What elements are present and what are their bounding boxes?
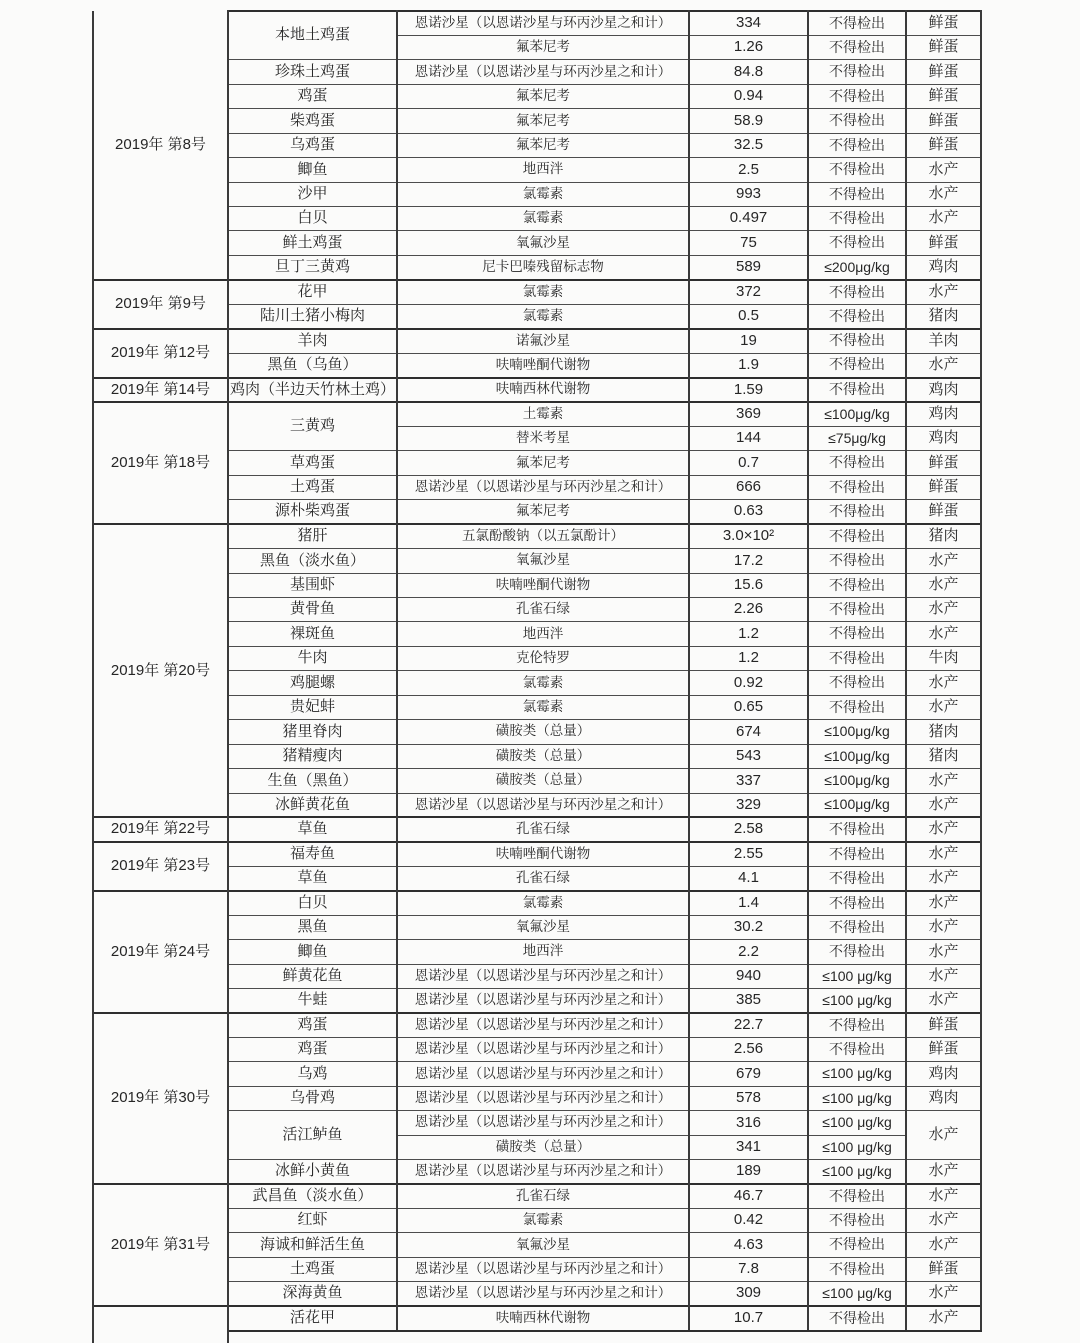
category-cell: 水产 — [906, 207, 981, 231]
product-cell: 牛蛙 — [228, 989, 397, 1013]
item-cell: 氟苯尼考 — [397, 133, 689, 157]
category-cell: 水产 — [906, 1208, 981, 1232]
limit-cell: 不得检出 — [808, 817, 906, 841]
limit-cell: 不得检出 — [808, 158, 906, 182]
table-row — [93, 329, 981, 353]
product-cell: 生鱼（黑鱼） — [228, 769, 397, 793]
category-cell: 水产 — [906, 1233, 981, 1257]
item-cell: 磺胺类（总量） — [397, 769, 689, 793]
value-cell: 2.55 — [689, 842, 808, 866]
product-cell: 黑鱼（乌鱼） — [228, 353, 397, 377]
category-cell: 鲜蛋 — [906, 1037, 981, 1061]
limit-cell: 不得检出 — [808, 622, 906, 646]
limit-cell: 不得检出 — [808, 598, 906, 622]
limit-cell: ≤100 μg/kg — [808, 989, 906, 1013]
limit-cell: 不得检出 — [808, 695, 906, 719]
category-cell: 水产 — [906, 891, 981, 915]
limit-cell: 不得检出 — [808, 1037, 906, 1061]
item-cell: 恩诺沙星（以恩诺沙星与环丙沙星之和计） — [397, 793, 689, 817]
category-cell: 水产 — [906, 989, 981, 1013]
limit-cell: ≤100μg/kg — [808, 793, 906, 817]
limit-cell: 不得检出 — [808, 451, 906, 475]
limit-cell: 不得检出 — [808, 231, 906, 255]
product-cell: 基围虾 — [228, 573, 397, 597]
value-cell: 674 — [689, 720, 808, 744]
product-cell: 裸斑鱼 — [228, 622, 397, 646]
product-cell: 牛肉 — [228, 646, 397, 670]
value-cell: 10.7 — [689, 1306, 808, 1330]
value-cell: 19 — [689, 329, 808, 353]
item-cell: 呋喃西林代谢物 — [397, 378, 689, 402]
value-cell: 4.1 — [689, 866, 808, 890]
item-cell: 五氯酚酸钠（以五氯酚计） — [397, 524, 689, 548]
page-cut-cell — [228, 1331, 397, 1343]
category-cell: 水产 — [906, 182, 981, 206]
limit-cell: 不得检出 — [808, 133, 906, 157]
category-cell: 羊肉 — [906, 329, 981, 353]
value-cell: 30.2 — [689, 915, 808, 939]
table-row — [93, 1184, 981, 1208]
item-cell: 呋喃唑酮代谢物 — [397, 573, 689, 597]
item-cell: 氟苯尼考 — [397, 451, 689, 475]
category-cell: 鸡肉 — [906, 426, 981, 450]
item-cell: 氯霉素 — [397, 280, 689, 304]
category-cell: 水产 — [906, 793, 981, 817]
product-cell: 鲫鱼 — [228, 158, 397, 182]
batch-cell: 2019年 第20号 — [93, 524, 228, 817]
item-cell: 恩诺沙星（以恩诺沙星与环丙沙星之和计） — [397, 475, 689, 499]
category-cell: 水产 — [906, 842, 981, 866]
product-cell: 本地土鸡蛋 — [228, 11, 397, 60]
table-row — [93, 891, 981, 915]
item-cell: 土霉素 — [397, 402, 689, 426]
limit-cell: 不得检出 — [808, 378, 906, 402]
batch-cell: 2019年 第30号 — [93, 1013, 228, 1184]
limit-cell: ≤100μg/kg — [808, 402, 906, 426]
product-cell: 沙甲 — [228, 182, 397, 206]
table-row — [93, 11, 981, 35]
page-cut-cell — [906, 1331, 981, 1343]
batch-cell: 2019年 第14号 — [93, 378, 228, 402]
limit-cell: 不得检出 — [808, 1184, 906, 1208]
limit-cell: 不得检出 — [808, 671, 906, 695]
value-cell: 3.0×10² — [689, 524, 808, 548]
category-cell: 水产 — [906, 817, 981, 841]
item-cell: 氟苯尼考 — [397, 109, 689, 133]
table-row — [93, 842, 981, 866]
product-cell: 鸡蛋 — [228, 1013, 397, 1037]
item-cell: 恩诺沙星（以恩诺沙星与环丙沙星之和计） — [397, 989, 689, 1013]
table-row — [93, 524, 981, 548]
item-cell: 氯霉素 — [397, 671, 689, 695]
limit-cell: 不得检出 — [808, 842, 906, 866]
value-cell: 341 — [689, 1135, 808, 1159]
value-cell: 0.92 — [689, 671, 808, 695]
item-cell: 诺氟沙星 — [397, 329, 689, 353]
category-cell: 水产 — [906, 1111, 981, 1160]
product-cell: 乌鸡蛋 — [228, 133, 397, 157]
product-cell: 黄骨鱼 — [228, 598, 397, 622]
value-cell: 940 — [689, 964, 808, 988]
limit-cell: ≤75μg/kg — [808, 426, 906, 450]
category-cell: 水产 — [906, 671, 981, 695]
product-cell: 三黄鸡 — [228, 402, 397, 451]
item-cell: 地西泮 — [397, 940, 689, 964]
value-cell: 7.8 — [689, 1257, 808, 1281]
value-cell: 1.2 — [689, 622, 808, 646]
item-cell: 氯霉素 — [397, 304, 689, 328]
product-cell: 白贝 — [228, 891, 397, 915]
product-cell: 鸡肉（半边天竹林土鸡） — [228, 378, 397, 402]
product-cell: 红虾 — [228, 1208, 397, 1232]
product-cell: 冰鲜小黄鱼 — [228, 1160, 397, 1184]
product-cell: 旦丁三黄鸡 — [228, 255, 397, 279]
product-cell: 鲜土鸡蛋 — [228, 231, 397, 255]
value-cell: 1.4 — [689, 891, 808, 915]
item-cell: 恩诺沙星（以恩诺沙星与环丙沙星之和计） — [397, 1257, 689, 1281]
item-cell: 恩诺沙星（以恩诺沙星与环丙沙星之和计） — [397, 1062, 689, 1086]
item-cell: 地西泮 — [397, 622, 689, 646]
limit-cell: ≤100 μg/kg — [808, 1160, 906, 1184]
product-cell: 鸡腿螺 — [228, 671, 397, 695]
category-cell: 水产 — [906, 573, 981, 597]
item-cell: 孔雀石绿 — [397, 598, 689, 622]
category-cell: 鸡肉 — [906, 1086, 981, 1110]
product-cell: 草鱼 — [228, 866, 397, 890]
category-cell: 水产 — [906, 622, 981, 646]
product-cell: 源朴柴鸡蛋 — [228, 500, 397, 524]
product-cell: 猪肝 — [228, 524, 397, 548]
item-cell: 氧氟沙星 — [397, 1233, 689, 1257]
value-cell: 666 — [689, 475, 808, 499]
limit-cell: 不得检出 — [808, 646, 906, 670]
value-cell: 337 — [689, 769, 808, 793]
table-row — [93, 378, 981, 402]
limit-cell: ≤100 μg/kg — [808, 1086, 906, 1110]
category-cell: 鲜蛋 — [906, 133, 981, 157]
product-cell: 陆川土猪小梅肉 — [228, 304, 397, 328]
value-cell: 32.5 — [689, 133, 808, 157]
limit-cell: 不得检出 — [808, 500, 906, 524]
item-cell: 呋喃唑酮代谢物 — [397, 353, 689, 377]
limit-cell: 不得检出 — [808, 60, 906, 84]
limit-cell: 不得检出 — [808, 329, 906, 353]
batch-cell: 2019年 第8号 — [93, 11, 228, 280]
limit-cell: 不得检出 — [808, 915, 906, 939]
category-cell: 水产 — [906, 915, 981, 939]
value-cell: 4.63 — [689, 1233, 808, 1257]
table-row — [93, 817, 981, 841]
limit-cell: 不得检出 — [808, 109, 906, 133]
limit-cell: ≤100 μg/kg — [808, 1135, 906, 1159]
product-cell: 草鸡蛋 — [228, 451, 397, 475]
product-cell: 白贝 — [228, 207, 397, 231]
limit-cell: 不得检出 — [808, 84, 906, 108]
limit-cell: ≤200μg/kg — [808, 255, 906, 279]
item-cell: 孔雀石绿 — [397, 1184, 689, 1208]
limit-cell: ≤100 μg/kg — [808, 1282, 906, 1306]
value-cell: 58.9 — [689, 109, 808, 133]
category-cell: 鲜蛋 — [906, 231, 981, 255]
limit-cell: 不得检出 — [808, 475, 906, 499]
category-cell: 水产 — [906, 1184, 981, 1208]
value-cell: 144 — [689, 426, 808, 450]
limit-cell: 不得检出 — [808, 304, 906, 328]
category-cell: 鲜蛋 — [906, 11, 981, 35]
table-row — [93, 280, 981, 304]
product-cell: 草鱼 — [228, 817, 397, 841]
value-cell: 543 — [689, 744, 808, 768]
category-cell: 鸡肉 — [906, 402, 981, 426]
limit-cell: 不得检出 — [808, 1233, 906, 1257]
item-cell: 恩诺沙星（以恩诺沙星与环丙沙星之和计） — [397, 11, 689, 35]
category-cell: 猪肉 — [906, 304, 981, 328]
product-cell: 鲫鱼 — [228, 940, 397, 964]
item-cell: 地西泮 — [397, 158, 689, 182]
results-table — [92, 10, 982, 1343]
product-cell: 柴鸡蛋 — [228, 109, 397, 133]
product-cell: 羊肉 — [228, 329, 397, 353]
limit-cell: 不得检出 — [808, 549, 906, 573]
limit-cell: ≤100 μg/kg — [808, 1062, 906, 1086]
value-cell: 0.65 — [689, 695, 808, 719]
limit-cell: 不得检出 — [808, 182, 906, 206]
item-cell: 孔雀石绿 — [397, 866, 689, 890]
value-cell: 309 — [689, 1282, 808, 1306]
category-cell: 鲜蛋 — [906, 60, 981, 84]
value-cell: 329 — [689, 793, 808, 817]
product-cell: 鸡蛋 — [228, 1037, 397, 1061]
item-cell: 恩诺沙星（以恩诺沙星与环丙沙星之和计） — [397, 60, 689, 84]
category-cell: 鲜蛋 — [906, 1257, 981, 1281]
category-cell: 水产 — [906, 940, 981, 964]
category-cell: 牛肉 — [906, 646, 981, 670]
item-cell: 氯霉素 — [397, 695, 689, 719]
batch-cell: 2019年 第12号 — [93, 329, 228, 378]
product-cell: 土鸡蛋 — [228, 1257, 397, 1281]
limit-cell: 不得检出 — [808, 1306, 906, 1330]
product-cell: 深海黄鱼 — [228, 1282, 397, 1306]
value-cell: 993 — [689, 182, 808, 206]
category-cell: 鸡肉 — [906, 378, 981, 402]
product-cell: 活花甲 — [228, 1306, 397, 1330]
page-cut-cell — [397, 1331, 689, 1343]
value-cell: 15.6 — [689, 573, 808, 597]
item-cell: 孔雀石绿 — [397, 817, 689, 841]
category-cell: 水产 — [906, 695, 981, 719]
category-cell: 鲜蛋 — [906, 35, 981, 59]
item-cell: 恩诺沙星（以恩诺沙星与环丙沙星之和计） — [397, 1013, 689, 1037]
product-cell: 贵妃蚌 — [228, 695, 397, 719]
category-cell: 鲜蛋 — [906, 475, 981, 499]
batch-cell: 2019年 第23号 — [93, 842, 228, 891]
page-cut-cell — [808, 1331, 906, 1343]
category-cell: 鲜蛋 — [906, 84, 981, 108]
limit-cell: 不得检出 — [808, 1208, 906, 1232]
limit-cell: ≤100μg/kg — [808, 720, 906, 744]
category-cell: 水产 — [906, 549, 981, 573]
product-cell: 乌骨鸡 — [228, 1086, 397, 1110]
product-cell: 活江鲈鱼 — [228, 1111, 397, 1160]
value-cell: 1.2 — [689, 646, 808, 670]
product-cell: 鲜黄花鱼 — [228, 964, 397, 988]
batch-cell: 2019年 第31号 — [93, 1184, 228, 1306]
category-cell: 鸡肉 — [906, 255, 981, 279]
item-cell: 替米考星 — [397, 426, 689, 450]
value-cell: 2.2 — [689, 940, 808, 964]
item-cell: 氟苯尼考 — [397, 500, 689, 524]
value-cell: 189 — [689, 1160, 808, 1184]
value-cell: 589 — [689, 255, 808, 279]
limit-cell: 不得检出 — [808, 11, 906, 35]
value-cell: 2.58 — [689, 817, 808, 841]
category-cell: 水产 — [906, 353, 981, 377]
value-cell: 369 — [689, 402, 808, 426]
table-row — [93, 1013, 981, 1037]
product-cell: 珍珠土鸡蛋 — [228, 60, 397, 84]
product-cell: 花甲 — [228, 280, 397, 304]
category-cell: 水产 — [906, 1306, 981, 1330]
value-cell: 372 — [689, 280, 808, 304]
category-cell: 猪肉 — [906, 524, 981, 548]
page-cut-cell — [689, 1331, 808, 1343]
limit-cell: 不得检出 — [808, 524, 906, 548]
table-row — [93, 402, 981, 426]
value-cell: 679 — [689, 1062, 808, 1086]
limit-cell: ≤100 μg/kg — [808, 964, 906, 988]
value-cell: 578 — [689, 1086, 808, 1110]
category-cell: 水产 — [906, 1282, 981, 1306]
product-cell: 海诚和鲜活生鱼 — [228, 1233, 397, 1257]
category-cell: 水产 — [906, 1160, 981, 1184]
limit-cell: 不得检出 — [808, 1013, 906, 1037]
item-cell: 氯霉素 — [397, 182, 689, 206]
value-cell: 46.7 — [689, 1184, 808, 1208]
item-cell: 磺胺类（总量） — [397, 1135, 689, 1159]
item-cell: 尼卡巴嗪残留标志物 — [397, 255, 689, 279]
item-cell: 恩诺沙星（以恩诺沙星与环丙沙星之和计） — [397, 964, 689, 988]
category-cell: 水产 — [906, 769, 981, 793]
value-cell: 0.497 — [689, 207, 808, 231]
batch-cell — [93, 1306, 228, 1342]
product-cell: 土鸡蛋 — [228, 475, 397, 499]
item-cell: 氟苯尼考 — [397, 84, 689, 108]
limit-cell: ≤100 μg/kg — [808, 1111, 906, 1135]
category-cell: 鸡肉 — [906, 1062, 981, 1086]
item-cell: 克伦特罗 — [397, 646, 689, 670]
product-cell: 鸡蛋 — [228, 84, 397, 108]
value-cell: 316 — [689, 1111, 808, 1135]
limit-cell: 不得检出 — [808, 35, 906, 59]
value-cell: 334 — [689, 11, 808, 35]
item-cell: 恩诺沙星（以恩诺沙星与环丙沙星之和计） — [397, 1037, 689, 1061]
limit-cell: 不得检出 — [808, 866, 906, 890]
limit-cell: 不得检出 — [808, 280, 906, 304]
limit-cell: 不得检出 — [808, 940, 906, 964]
limit-cell: 不得检出 — [808, 573, 906, 597]
limit-cell: 不得检出 — [808, 207, 906, 231]
product-cell: 黑鱼（淡水鱼） — [228, 549, 397, 573]
product-cell: 乌鸡 — [228, 1062, 397, 1086]
category-cell: 鲜蛋 — [906, 451, 981, 475]
batch-cell: 2019年 第22号 — [93, 817, 228, 841]
value-cell: 17.2 — [689, 549, 808, 573]
category-cell: 鲜蛋 — [906, 1013, 981, 1037]
item-cell: 恩诺沙星（以恩诺沙星与环丙沙星之和计） — [397, 1282, 689, 1306]
product-cell: 武昌鱼（淡水鱼） — [228, 1184, 397, 1208]
item-cell: 恩诺沙星（以恩诺沙星与环丙沙星之和计） — [397, 1111, 689, 1135]
value-cell: 1.9 — [689, 353, 808, 377]
product-cell: 黑鱼 — [228, 915, 397, 939]
category-cell: 水产 — [906, 964, 981, 988]
item-cell: 恩诺沙星（以恩诺沙星与环丙沙星之和计） — [397, 1160, 689, 1184]
limit-cell: 不得检出 — [808, 891, 906, 915]
product-cell: 冰鲜黄花鱼 — [228, 793, 397, 817]
inspection-results-table-wrap — [92, 10, 982, 1343]
limit-cell: ≤100μg/kg — [808, 744, 906, 768]
item-cell: 磺胺类（总量） — [397, 744, 689, 768]
item-cell: 氧氟沙星 — [397, 231, 689, 255]
value-cell: 22.7 — [689, 1013, 808, 1037]
limit-cell: 不得检出 — [808, 1257, 906, 1281]
value-cell: 0.5 — [689, 304, 808, 328]
value-cell: 75 — [689, 231, 808, 255]
value-cell: 84.8 — [689, 60, 808, 84]
value-cell: 2.5 — [689, 158, 808, 182]
category-cell: 鲜蛋 — [906, 500, 981, 524]
category-cell: 水产 — [906, 280, 981, 304]
item-cell: 氟苯尼考 — [397, 35, 689, 59]
value-cell: 0.7 — [689, 451, 808, 475]
value-cell: 0.63 — [689, 500, 808, 524]
item-cell: 磺胺类（总量） — [397, 720, 689, 744]
category-cell: 鲜蛋 — [906, 109, 981, 133]
item-cell: 氯霉素 — [397, 1208, 689, 1232]
category-cell: 水产 — [906, 598, 981, 622]
limit-cell: 不得检出 — [808, 353, 906, 377]
value-cell: 385 — [689, 989, 808, 1013]
item-cell: 恩诺沙星（以恩诺沙星与环丙沙星之和计） — [397, 1086, 689, 1110]
table-row — [93, 1306, 981, 1330]
value-cell: 0.94 — [689, 84, 808, 108]
item-cell: 呋喃西林代谢物 — [397, 1306, 689, 1330]
product-cell: 猪精瘦肉 — [228, 744, 397, 768]
product-cell: 福寿鱼 — [228, 842, 397, 866]
value-cell: 1.59 — [689, 378, 808, 402]
results-table-body — [93, 11, 981, 1343]
value-cell: 0.42 — [689, 1208, 808, 1232]
batch-cell: 2019年 第18号 — [93, 402, 228, 524]
value-cell: 1.26 — [689, 35, 808, 59]
category-cell: 猪肉 — [906, 720, 981, 744]
value-cell: 2.26 — [689, 598, 808, 622]
product-cell: 猪里脊肉 — [228, 720, 397, 744]
item-cell: 氯霉素 — [397, 891, 689, 915]
category-cell: 猪肉 — [906, 744, 981, 768]
limit-cell: ≤100μg/kg — [808, 769, 906, 793]
batch-cell: 2019年 第24号 — [93, 891, 228, 1013]
item-cell: 氧氟沙星 — [397, 915, 689, 939]
item-cell: 氯霉素 — [397, 207, 689, 231]
batch-cell: 2019年 第9号 — [93, 280, 228, 329]
item-cell: 呋喃唑酮代谢物 — [397, 842, 689, 866]
value-cell: 2.56 — [689, 1037, 808, 1061]
category-cell: 水产 — [906, 866, 981, 890]
item-cell: 氧氟沙星 — [397, 549, 689, 573]
category-cell: 水产 — [906, 158, 981, 182]
